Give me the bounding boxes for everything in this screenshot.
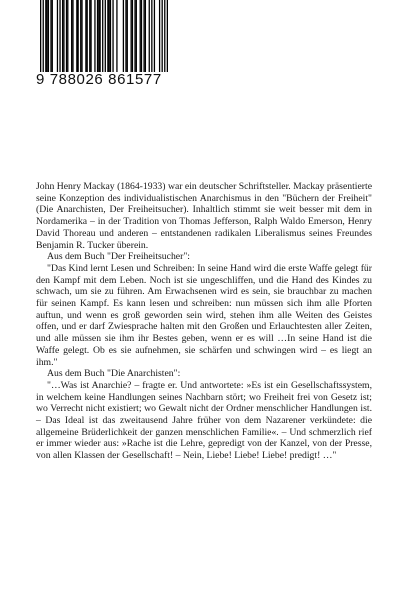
barcode-bar bbox=[87, 0, 88, 72]
barcode-bar bbox=[66, 0, 67, 72]
barcode-bar bbox=[140, 0, 141, 72]
barcode-bar bbox=[162, 0, 163, 72]
barcode-bar bbox=[81, 0, 82, 72]
quote-source-freiheitsucher: Aus dem Buch "Der Freiheitsucher": bbox=[47, 251, 190, 263]
barcode-bar bbox=[131, 0, 132, 72]
barcode-bar bbox=[149, 0, 150, 72]
barcode-bar bbox=[97, 0, 98, 72]
barcode-bar bbox=[110, 0, 111, 72]
barcode-bar bbox=[62, 0, 63, 72]
barcode-bar bbox=[89, 0, 90, 72]
barcode-bar bbox=[98, 0, 99, 72]
barcode-bars bbox=[40, 0, 168, 72]
barcode-bar bbox=[57, 0, 58, 72]
barcode-bar bbox=[136, 0, 137, 72]
barcode-bar bbox=[94, 0, 95, 72]
barcode-bar bbox=[112, 0, 113, 72]
barcode-bar bbox=[77, 0, 78, 72]
barcode-bar bbox=[151, 0, 152, 72]
barcode-bar bbox=[123, 0, 124, 72]
isbn-barcode bbox=[30, 0, 178, 92]
barcode-bar bbox=[67, 0, 68, 72]
barcode-bar bbox=[71, 0, 72, 72]
barcode-bar bbox=[141, 0, 142, 72]
barcode-bar bbox=[102, 0, 103, 72]
barcode-bar bbox=[45, 0, 46, 72]
barcode-bar bbox=[52, 0, 53, 72]
barcode-bar bbox=[116, 0, 117, 72]
barcode-bar bbox=[76, 0, 77, 72]
barcode-bar bbox=[109, 0, 110, 72]
barcode-bar bbox=[99, 0, 100, 72]
barcode-bar bbox=[134, 0, 135, 72]
barcode-bar bbox=[107, 0, 108, 72]
barcode-bar bbox=[159, 0, 160, 72]
barcode-bar bbox=[127, 0, 128, 72]
barcode-bar bbox=[80, 0, 81, 72]
barcode-bar bbox=[90, 0, 91, 72]
barcode-bar bbox=[143, 0, 144, 72]
barcode-bar bbox=[72, 0, 73, 72]
back-cover-text bbox=[36, 181, 372, 462]
barcode-bar bbox=[154, 0, 155, 72]
barcode-bar bbox=[167, 0, 168, 72]
barcode-bar bbox=[63, 0, 64, 72]
barcode-bar bbox=[105, 0, 106, 72]
barcode-bar bbox=[59, 0, 60, 72]
barcode-bar bbox=[40, 0, 41, 72]
barcode-bar bbox=[145, 0, 146, 72]
barcode-bar bbox=[85, 0, 86, 72]
barcode-bar bbox=[46, 0, 47, 72]
quote-anarchisten: "…Was ist Anarchie? – fragte er. Und antwortete: »Es ist ein Gesellschaftssystem, in welchem keine Handlungen seines Nachbarn stört; wo Freiheit frei von Gesetz ist; wo Verrecht nicht existiert; wo Gewalt nicht der Ordner menschlicher Handlungen ist. – Das Ideal ist das zweitausend Jahre früher von dem Nazarener verkündete: die allgemeine Brüderlichkeit der ganzen menschlichen Familie«. – Und schmerzlich rief er immer wieder aus: »Rache ist die Lehre, gepredigt von der Kanzel, von der Presse, von allen Klassen der Gesellschaft! – Nein, Liebe! Liebe! Liebe! predigt! …" bbox=[36, 379, 372, 462]
barcode-bar bbox=[132, 0, 133, 72]
quote-freiheitsucher: "Das Kind lernt Lesen und Schreiben: In seine Hand wird die erste Waffe gelegt für den Kampf mit dem Leben. Noch ist sie ungeschliffen, und die Hand des Kindes zu schwach, um sie zu führen. Am Erwachsenen wird es sein, sie brauchbar zu machen für seinen Kampf. Es kann lesen und schreiben: nun müssen sich ihm alle Pforten auftun, und wenn es groß geworden sein wird, stehen ihm alle Weiten des Geistes offen, und er darf Zwiesprache halten mit den Großen und Erlauchtesten aller Zeiten, und alle müssen sie ihm ihr Bestes geben, wenn er es will …In seine Hand ist die Waffe gelegt. Ob es sie aufnehmen, sie schärfen und schwingen wird – es liegt an ihm." bbox=[36, 262, 372, 368]
barcode-number: 9 788026 861577 bbox=[36, 71, 162, 88]
barcode-bar bbox=[164, 0, 165, 72]
barcode-bar bbox=[125, 0, 126, 72]
quote-source-anarchisten: Aus dem Buch "Die Anarchisten": bbox=[47, 368, 181, 380]
barcode-bar bbox=[50, 0, 51, 72]
barcode-bar bbox=[43, 0, 44, 72]
intro-paragraph: John Henry Mackay (1864-1933) war ein deutscher Schriftsteller. Mackay präsentierte seine Konzeption des individualistischen Anarchismus in den "Büchern der Freiheit" (Die Anarchisten, Der Freiheitsucher). Inhaltlich stimmt sie weit besser mit dem in Nordamerika – in der Tradition von Thomas Jefferson, Ralph Waldo Emerson, Henry David Thoreau und anderen – entstandenen radikalen Liberalismus seines Freundes Benjamin R. Tucker überein. bbox=[36, 181, 372, 251]
barcode-bar bbox=[48, 0, 49, 72]
